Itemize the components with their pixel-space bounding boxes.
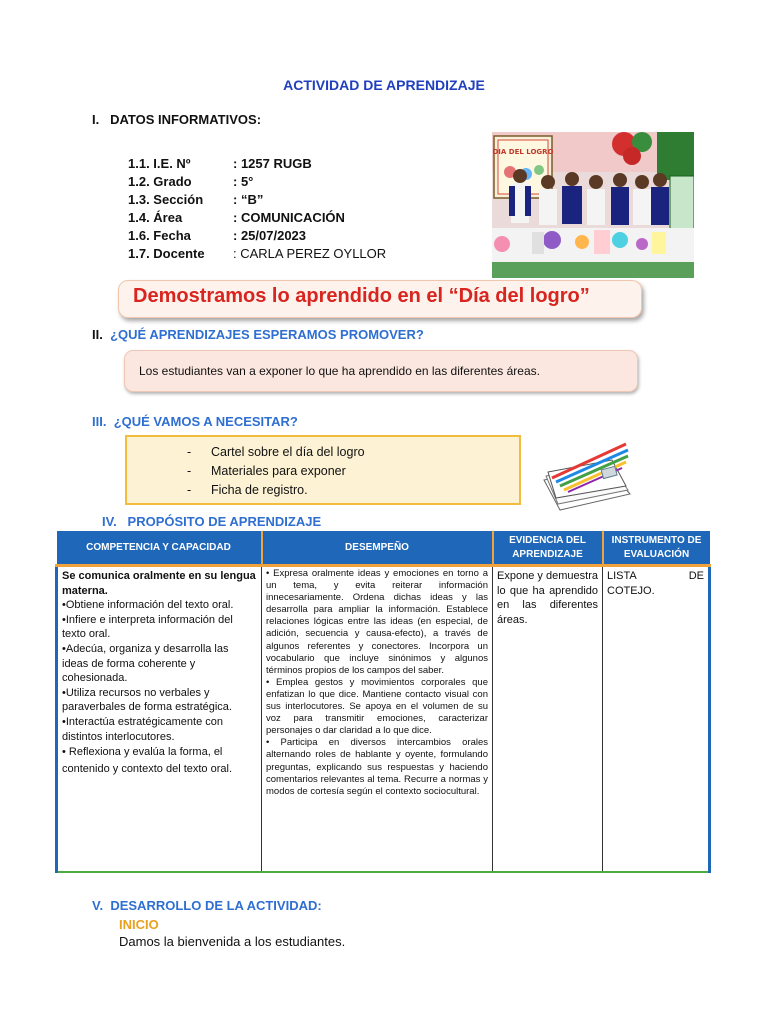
section-5-heading <box>92 898 322 913</box>
header-desempeno: DESEMPEÑO <box>262 531 493 566</box>
evidencia-cell <box>493 566 603 873</box>
section-2-title: ¿QUÉ APRENDIZAJES ESPERAMOS PROMOVER? <box>110 327 424 342</box>
learning-text: Los estudiantes van a exponer lo que ha aprendido en las diferentes áreas. <box>139 364 540 378</box>
instrumento-cell <box>603 566 710 873</box>
datos-label: 1.2. Grado <box>128 174 192 189</box>
datos-label: 1.3. Sección <box>128 192 204 207</box>
section-2-number: II. <box>92 327 103 342</box>
datos-value: : “B” <box>233 192 264 207</box>
competencia-item: •Obtiene información del texto oral. <box>62 599 234 612</box>
list-item: - Ficha de registro. <box>187 481 519 500</box>
datos-label: 1.7. Docente <box>128 246 205 261</box>
desempeno-item: • Expresa oralmente ideas y emociones en torno a un tema, y evita reiterar información innecesariamente. Ordena dichas ideas y las desarrolla para ampliar la información. Establece relaciones lógicas entre las ideas (en especial, de adición, secuencia y causa-efecto), a través de algunos referentes y conectores. Incorpora un vocabulario que incluye sinónimos y algunos términos propios de los campos del saber. <box>266 568 488 676</box>
students-photo <box>492 132 694 278</box>
evidencia-text: Expone y demuestra lo que ha aprendido en las diferentes áreas. <box>497 570 598 626</box>
section-5-title: DESARROLLO DE LA ACTIVIDAD: <box>110 898 322 913</box>
students-photo-illustration <box>492 132 694 278</box>
materials-box <box>125 435 521 505</box>
datos-label: 1.6. Fecha <box>128 228 191 243</box>
section-3-heading <box>92 414 298 429</box>
list-item: - Materiales para exponer <box>187 462 519 481</box>
competencia-item: •Utiliza recursos no verbales y paraverbales de forma estratégica. <box>62 686 232 714</box>
competencia-item: •Infiere e interpreta información del texto oral. <box>62 613 233 641</box>
bienvenida-text: Damos la bienvenida a los estudiantes. <box>119 934 346 949</box>
activity-banner <box>118 280 642 318</box>
section-3-title: ¿QUÉ VAMOS A NECESITAR? <box>113 414 298 429</box>
header-instrumento: INSTRUMENTO DE EVALUACIÓN <box>603 531 710 566</box>
banner-title: Demostramos lo aprendido en el “Día del logro” <box>133 285 590 307</box>
photo-sign-text: DIA DEL LOGRO <box>492 148 554 156</box>
section-2-heading <box>92 327 424 342</box>
table-row <box>57 566 710 873</box>
header-competencia: COMPETENCIA Y CAPACIDAD <box>57 531 262 566</box>
datos-value: : COMUNICACIÓN <box>233 210 345 225</box>
list-item: - Cartel sobre el día del logro <box>187 443 519 462</box>
competencia-item: • Reflexiona y evalúa la forma, el contenido y contexto del texto oral. <box>62 746 232 776</box>
inicio-heading: INICIO <box>119 917 159 932</box>
page-title: ACTIVIDAD DE APRENDIZAJE <box>283 77 485 93</box>
competencia-cell <box>57 566 262 873</box>
section-1-heading <box>92 112 261 127</box>
section-4-heading <box>102 514 321 529</box>
section-5-number: V. <box>92 898 104 913</box>
instrumento-line-1 <box>607 569 704 584</box>
desempeno-cell <box>262 566 493 873</box>
instrumento-word: DE <box>688 570 704 582</box>
table-header-row <box>57 531 710 566</box>
header-evidencia: EVIDENCIA DEL APRENDIZAJE <box>493 531 603 566</box>
datos-value: : 1257 RUGB <box>233 156 312 171</box>
datos-value: : 25/07/2023 <box>233 228 307 243</box>
instrumento-word: LISTA <box>607 570 637 582</box>
section-4-number: IV. <box>102 514 117 529</box>
material-text: Ficha de registro. <box>211 483 308 497</box>
desempeno-item: • Emplea gestos y movimientos corporales que enfatizan lo que dice. Mantiene contacto visual con sus interlocutores. Se apoya en el volumen de su voz para transmitir emociones, caracterizar personajes o dar claridad a lo que dice. <box>266 676 488 737</box>
competencia-title: Se comunica oralmente en su lengua materna. <box>62 570 256 597</box>
section-4-title: PROPÓSITO DE APRENDIZAJE <box>127 514 322 529</box>
material-text: Materiales para exponer <box>211 464 346 478</box>
datos-label: 1.1. I.E. Nº <box>128 156 191 171</box>
material-text: Cartel sobre el día del logro <box>211 445 365 459</box>
datos-label: 1.4. Área <box>128 210 183 225</box>
section-1-title: DATOS INFORMATIVOS: <box>110 112 262 127</box>
section-3-number: III. <box>92 414 107 429</box>
pencils-icon <box>538 432 634 512</box>
section-1-number: I. <box>92 112 100 127</box>
datos-value: : CARLA PEREZ OYLLOR <box>233 246 387 261</box>
materials-list <box>127 437 519 500</box>
datos-value: : 5° <box>233 174 254 189</box>
instrumento-line-2: COTEJO. <box>607 584 655 597</box>
competencia-item: •Adecúa, organiza y desarrolla las ideas de forma coherente y cohesionada. <box>62 642 229 685</box>
learning-box <box>124 350 638 392</box>
purpose-table <box>55 531 711 873</box>
competencia-item: •Interactúa estratégicamente con distintos interlocutores. <box>62 715 223 743</box>
desempeno-item: • Participa en diversos intercambios orales alternando roles de hablante y oyente, formulando preguntas, explicando sus respuestas y haciendo comentarios relevantes al tema. Recurre a normas y modos de cortesía según el contexto sociocultural. <box>266 737 488 797</box>
